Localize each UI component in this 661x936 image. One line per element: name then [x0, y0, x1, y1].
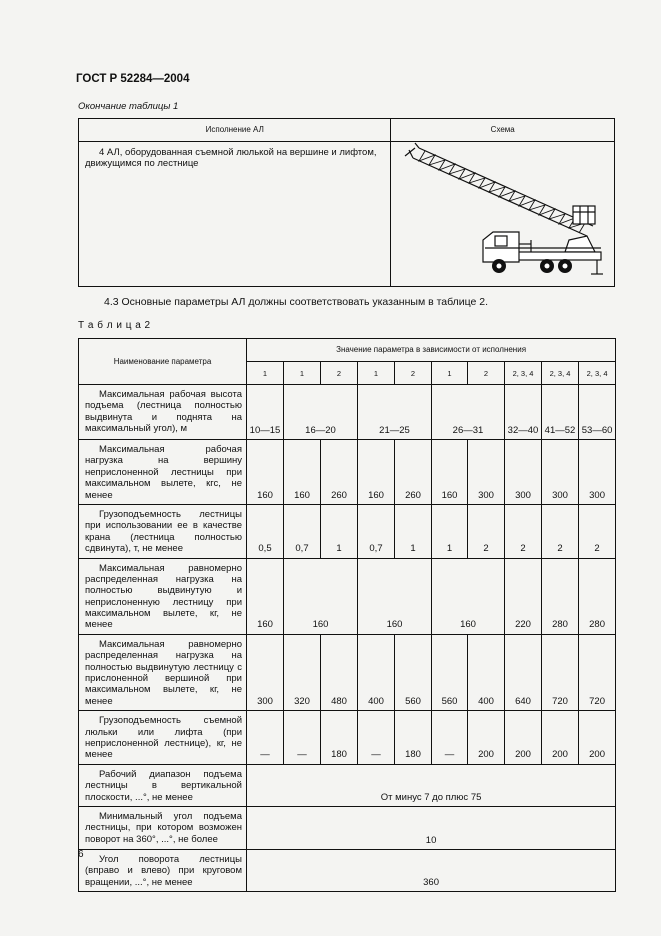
- value-cell: 32—40: [505, 385, 542, 440]
- value-cell: 260: [321, 440, 358, 505]
- value-cell: 0,5: [247, 504, 284, 558]
- table-row: [79, 440, 616, 505]
- table2-subheader: 1: [358, 362, 395, 385]
- value-cell: 160: [358, 440, 395, 505]
- value-cell: 400: [358, 634, 395, 710]
- value-cell: 300: [505, 440, 542, 505]
- table1-header-scheme: Схема: [391, 119, 615, 142]
- value-cell: 220: [505, 558, 542, 634]
- parameter-name: Максимальная рабочая нагрузка на вершину неприслоненной лестницы при максимальном вылете, кгс, не менее: [79, 440, 247, 505]
- table2: [78, 338, 616, 892]
- table-row: [79, 711, 616, 765]
- value-cell: 2: [542, 504, 579, 558]
- value-cell: 41—52: [542, 385, 579, 440]
- value-cell: 720: [542, 634, 579, 710]
- value-cell: 2: [505, 504, 542, 558]
- parameter-name: Максимальная равномерно распределенная нагрузка на полностью выдвинутую лестницу с прислоненной вершиной при максимальном вылете, кг, не менее: [79, 634, 247, 710]
- value-cell: 360: [247, 849, 616, 891]
- table-row: [79, 806, 616, 849]
- parameter-name: Минимальный угол подъема лестницы, при котором возможен поворот на 360°, ...°, не более: [79, 806, 247, 849]
- value-cell: —: [432, 711, 468, 765]
- table-row: [79, 385, 616, 440]
- table2-subheader: 2: [395, 362, 432, 385]
- value-cell: 160: [247, 558, 284, 634]
- value-cell: —: [358, 711, 395, 765]
- value-cell: 200: [579, 711, 616, 765]
- table2-header-value: Значение параметра в зависимости от исполнения: [247, 339, 616, 362]
- table-row: [79, 849, 616, 891]
- value-cell: 300: [542, 440, 579, 505]
- value-cell: 720: [579, 634, 616, 710]
- value-cell: 200: [542, 711, 579, 765]
- table-row: [79, 558, 616, 634]
- table1-row-text: 4 АЛ, оборудованная съемной люлькой на вершине и лифтом, движущимся по лестнице: [85, 147, 377, 170]
- value-cell: 280: [579, 558, 616, 634]
- table2-subheader: 2: [321, 362, 358, 385]
- table2-subheader: 2, 3, 4: [579, 362, 616, 385]
- table2-subheader: 1: [247, 362, 284, 385]
- value-cell: 1: [395, 504, 432, 558]
- value-cell: 200: [468, 711, 505, 765]
- parameter-name: Максимальная рабочая высота подъема (лестница полностью выдвинута и поднята на максимальный угол), м: [79, 385, 247, 440]
- value-cell: 180: [321, 711, 358, 765]
- value-cell: 560: [432, 634, 468, 710]
- table1-header-version: Исполнение АЛ: [79, 119, 391, 142]
- parameter-name: Максимальная равномерно распределенная нагрузка на полностью выдвинутую и неприслоненную лестницу при максимальном вылете, кг, не менее: [79, 558, 247, 634]
- aerial-ladder-truck-icon: [401, 140, 607, 275]
- value-cell: 160: [284, 558, 358, 634]
- value-cell: 300: [468, 440, 505, 505]
- value-cell: 10: [247, 806, 616, 849]
- value-cell: 560: [395, 634, 432, 710]
- parameter-name: Грузоподъемность лестницы при использовании ее в качестве крана (лестница полностью сдвинута), т, не менее: [79, 504, 247, 558]
- table-row: [79, 764, 616, 806]
- table1-caption: Окончание таблицы 1: [78, 101, 179, 112]
- value-cell: 0,7: [284, 504, 321, 558]
- table2-subheader: 1: [284, 362, 321, 385]
- parameter-name: Грузоподъемность съемной люльки или лифта (при неприслоненной лестнице), кг, не менее: [79, 711, 247, 765]
- table2-header-parameter: Наименование параметра: [79, 339, 247, 385]
- value-cell: 180: [395, 711, 432, 765]
- value-cell: 320: [284, 634, 321, 710]
- table2-subheader: 1: [432, 362, 468, 385]
- page-number: 6: [78, 849, 84, 860]
- value-cell: От минус 7 до плюс 75: [247, 764, 616, 806]
- paragraph-4-3: 4.3 Основные параметры АЛ должны соответствовать указанным в таблице 2.: [104, 296, 489, 308]
- parameter-name: Угол поворота лестницы (вправо и влево) при круговом вращении, ...°, не менее: [79, 849, 247, 891]
- value-cell: 640: [505, 634, 542, 710]
- parameter-name: Рабочий диапазон подъема лестницы в вертикальной плоскости, ...°, не менее: [79, 764, 247, 806]
- value-cell: —: [247, 711, 284, 765]
- value-cell: 200: [505, 711, 542, 765]
- value-cell: 400: [468, 634, 505, 710]
- value-cell: 280: [542, 558, 579, 634]
- value-cell: 160: [284, 440, 321, 505]
- table2-subheader: 2, 3, 4: [542, 362, 579, 385]
- value-cell: 26—31: [432, 385, 505, 440]
- value-cell: 16—20: [284, 385, 358, 440]
- value-cell: 2: [579, 504, 616, 558]
- table2-subheader: 2: [468, 362, 505, 385]
- value-cell: 300: [247, 634, 284, 710]
- table-row: [79, 504, 616, 558]
- value-cell: 160: [432, 558, 505, 634]
- value-cell: 480: [321, 634, 358, 710]
- value-cell: 1: [321, 504, 358, 558]
- value-cell: 160: [358, 558, 432, 634]
- document-title: ГОСТ Р 52284—2004: [76, 73, 190, 85]
- value-cell: 21—25: [358, 385, 432, 440]
- value-cell: 1: [432, 504, 468, 558]
- table2-subheader: 2, 3, 4: [505, 362, 542, 385]
- value-cell: 2: [468, 504, 505, 558]
- value-cell: 0,7: [358, 504, 395, 558]
- value-cell: 160: [247, 440, 284, 505]
- value-cell: 53—60: [579, 385, 616, 440]
- table1-row-cell: [79, 142, 391, 287]
- value-cell: 160: [432, 440, 468, 505]
- value-cell: 300: [579, 440, 616, 505]
- value-cell: 260: [395, 440, 432, 505]
- value-cell: 10—15: [247, 385, 284, 440]
- table2-caption: Т а б л и ц а 2: [78, 320, 151, 331]
- table-row: [79, 634, 616, 710]
- value-cell: —: [284, 711, 321, 765]
